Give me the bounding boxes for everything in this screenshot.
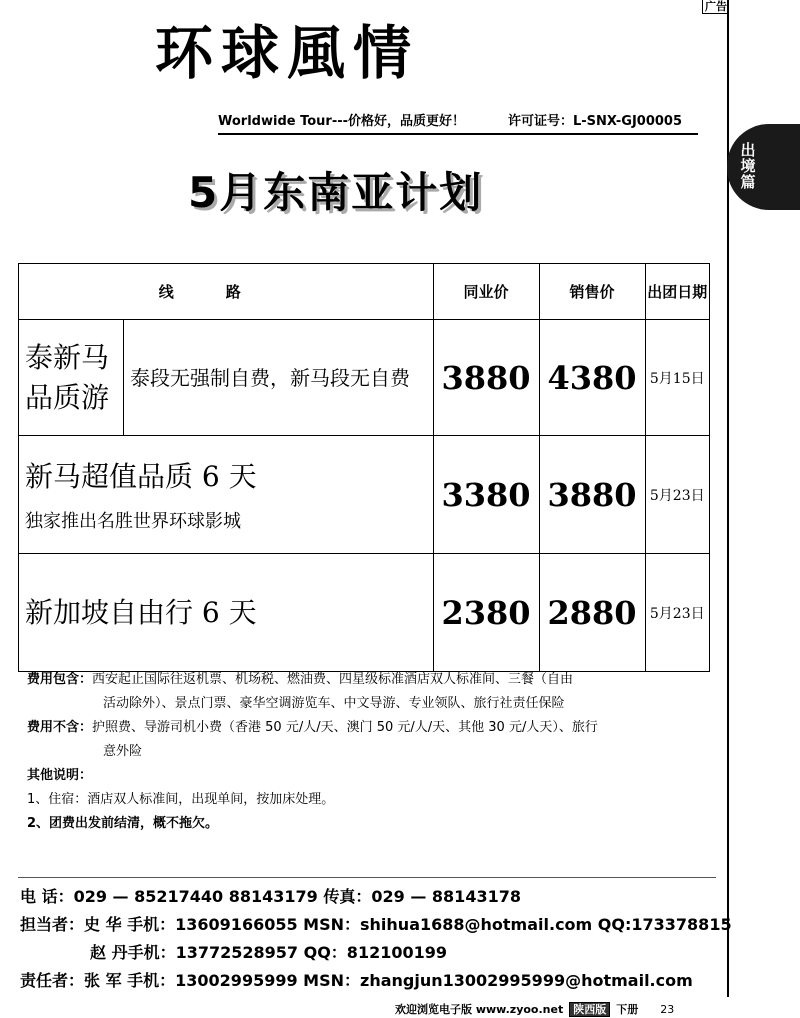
table-row — [19, 436, 710, 554]
route-note: 泰段无强制自费，新马段无自费 — [124, 320, 434, 436]
page-footer — [395, 1001, 674, 1017]
header-sale-price: 销售价 — [539, 264, 645, 320]
header-peer-price: 同业价 — [433, 264, 539, 320]
brand-logo: 环球風情 — [155, 19, 420, 87]
other-label: 其他说明： — [27, 768, 93, 783]
slogan: Worldwide Tour---价格好，品质更好！ — [218, 114, 466, 129]
route-name: 泰新马品质游 — [19, 320, 124, 436]
header-date: 出团日期 — [645, 264, 709, 320]
sale-price: 3880 — [539, 436, 645, 554]
table-header — [19, 264, 710, 320]
volume-label: 下册 — [616, 1003, 639, 1016]
page-title: 5月东南亚计划 — [188, 168, 484, 217]
phone-fax: 电 话：029 — 85217440 88143179 传真：029 — 88143178 — [20, 887, 521, 906]
contact-person-1: 担当者：史 华 手机：13609166055 MSN：shihua1688@hotmail.com QQ:173378815 — [20, 915, 732, 934]
departure-date: 5月15日 — [645, 320, 709, 436]
responsible-person: 责任者：张 军 手机：13002995999 MSN：zhangjun13002995999@hotmail.com — [20, 971, 693, 990]
table-row — [19, 554, 710, 672]
tagline — [218, 110, 683, 129]
other-note-1: 1、住宿：酒店双人标准间，出现单间，按加床处理。 — [27, 792, 335, 807]
departure-date: 5月23日 — [645, 436, 709, 554]
peer-price: 3880 — [433, 320, 539, 436]
peer-price: 3380 — [433, 436, 539, 554]
peer-price: 2380 — [433, 554, 539, 672]
departure-date: 5月23日 — [645, 554, 709, 672]
route-note: 独家推出名胜世界环球影城 — [25, 510, 241, 532]
route-name: 新加坡自由行 6 天 — [19, 554, 434, 672]
contact-info — [20, 883, 732, 995]
route-name: 新马超值品质 6 天 独家推出名胜世界环球影城 — [19, 436, 434, 554]
footer-site: 欢迎浏览电子版 www.zyoo.net — [395, 1003, 564, 1016]
contact-divider — [18, 877, 716, 878]
header-divider — [218, 133, 698, 135]
included-text-cont: 活动除外）、景点门票、豪华空调游览车、中文导游、专业领队、旅行社责任保险 — [103, 696, 565, 711]
contact-person-2: 赵 丹手机：13772528957 QQ：812100199 — [90, 943, 448, 962]
included-text: 西安起止国际往返机票、机场税、燃油费、四星级标准酒店双人标准间、三餐（自由 — [92, 672, 574, 687]
route-table — [18, 263, 710, 672]
page-number: 23 — [660, 1003, 675, 1016]
ad-tag: 广告 — [702, 0, 729, 14]
fee-notes — [27, 668, 677, 836]
excluded-label: 费用不含： — [27, 720, 93, 735]
sale-price: 4380 — [539, 320, 645, 436]
excluded-text-cont: 意外险 — [103, 744, 143, 759]
excluded-text: 护照费、导游司机小费（香港 50 元/人/天、澳门 50 元/人/天、其他 30 元/人天）、旅行 — [92, 720, 598, 735]
header-route: 线路 — [19, 264, 434, 320]
included-label: 费用包含： — [27, 672, 93, 687]
license-number: 许可证号：L-SNX-GJ00005 — [508, 114, 683, 129]
section-tab-label: 出境篇 — [740, 141, 756, 191]
sale-price: 2880 — [539, 554, 645, 672]
other-note-2: 2、团费出发前结清，概不拖欠。 — [27, 816, 219, 831]
edition-tag: 陕西版 — [569, 1002, 610, 1017]
section-tab — [727, 124, 800, 210]
table-row — [19, 320, 710, 436]
